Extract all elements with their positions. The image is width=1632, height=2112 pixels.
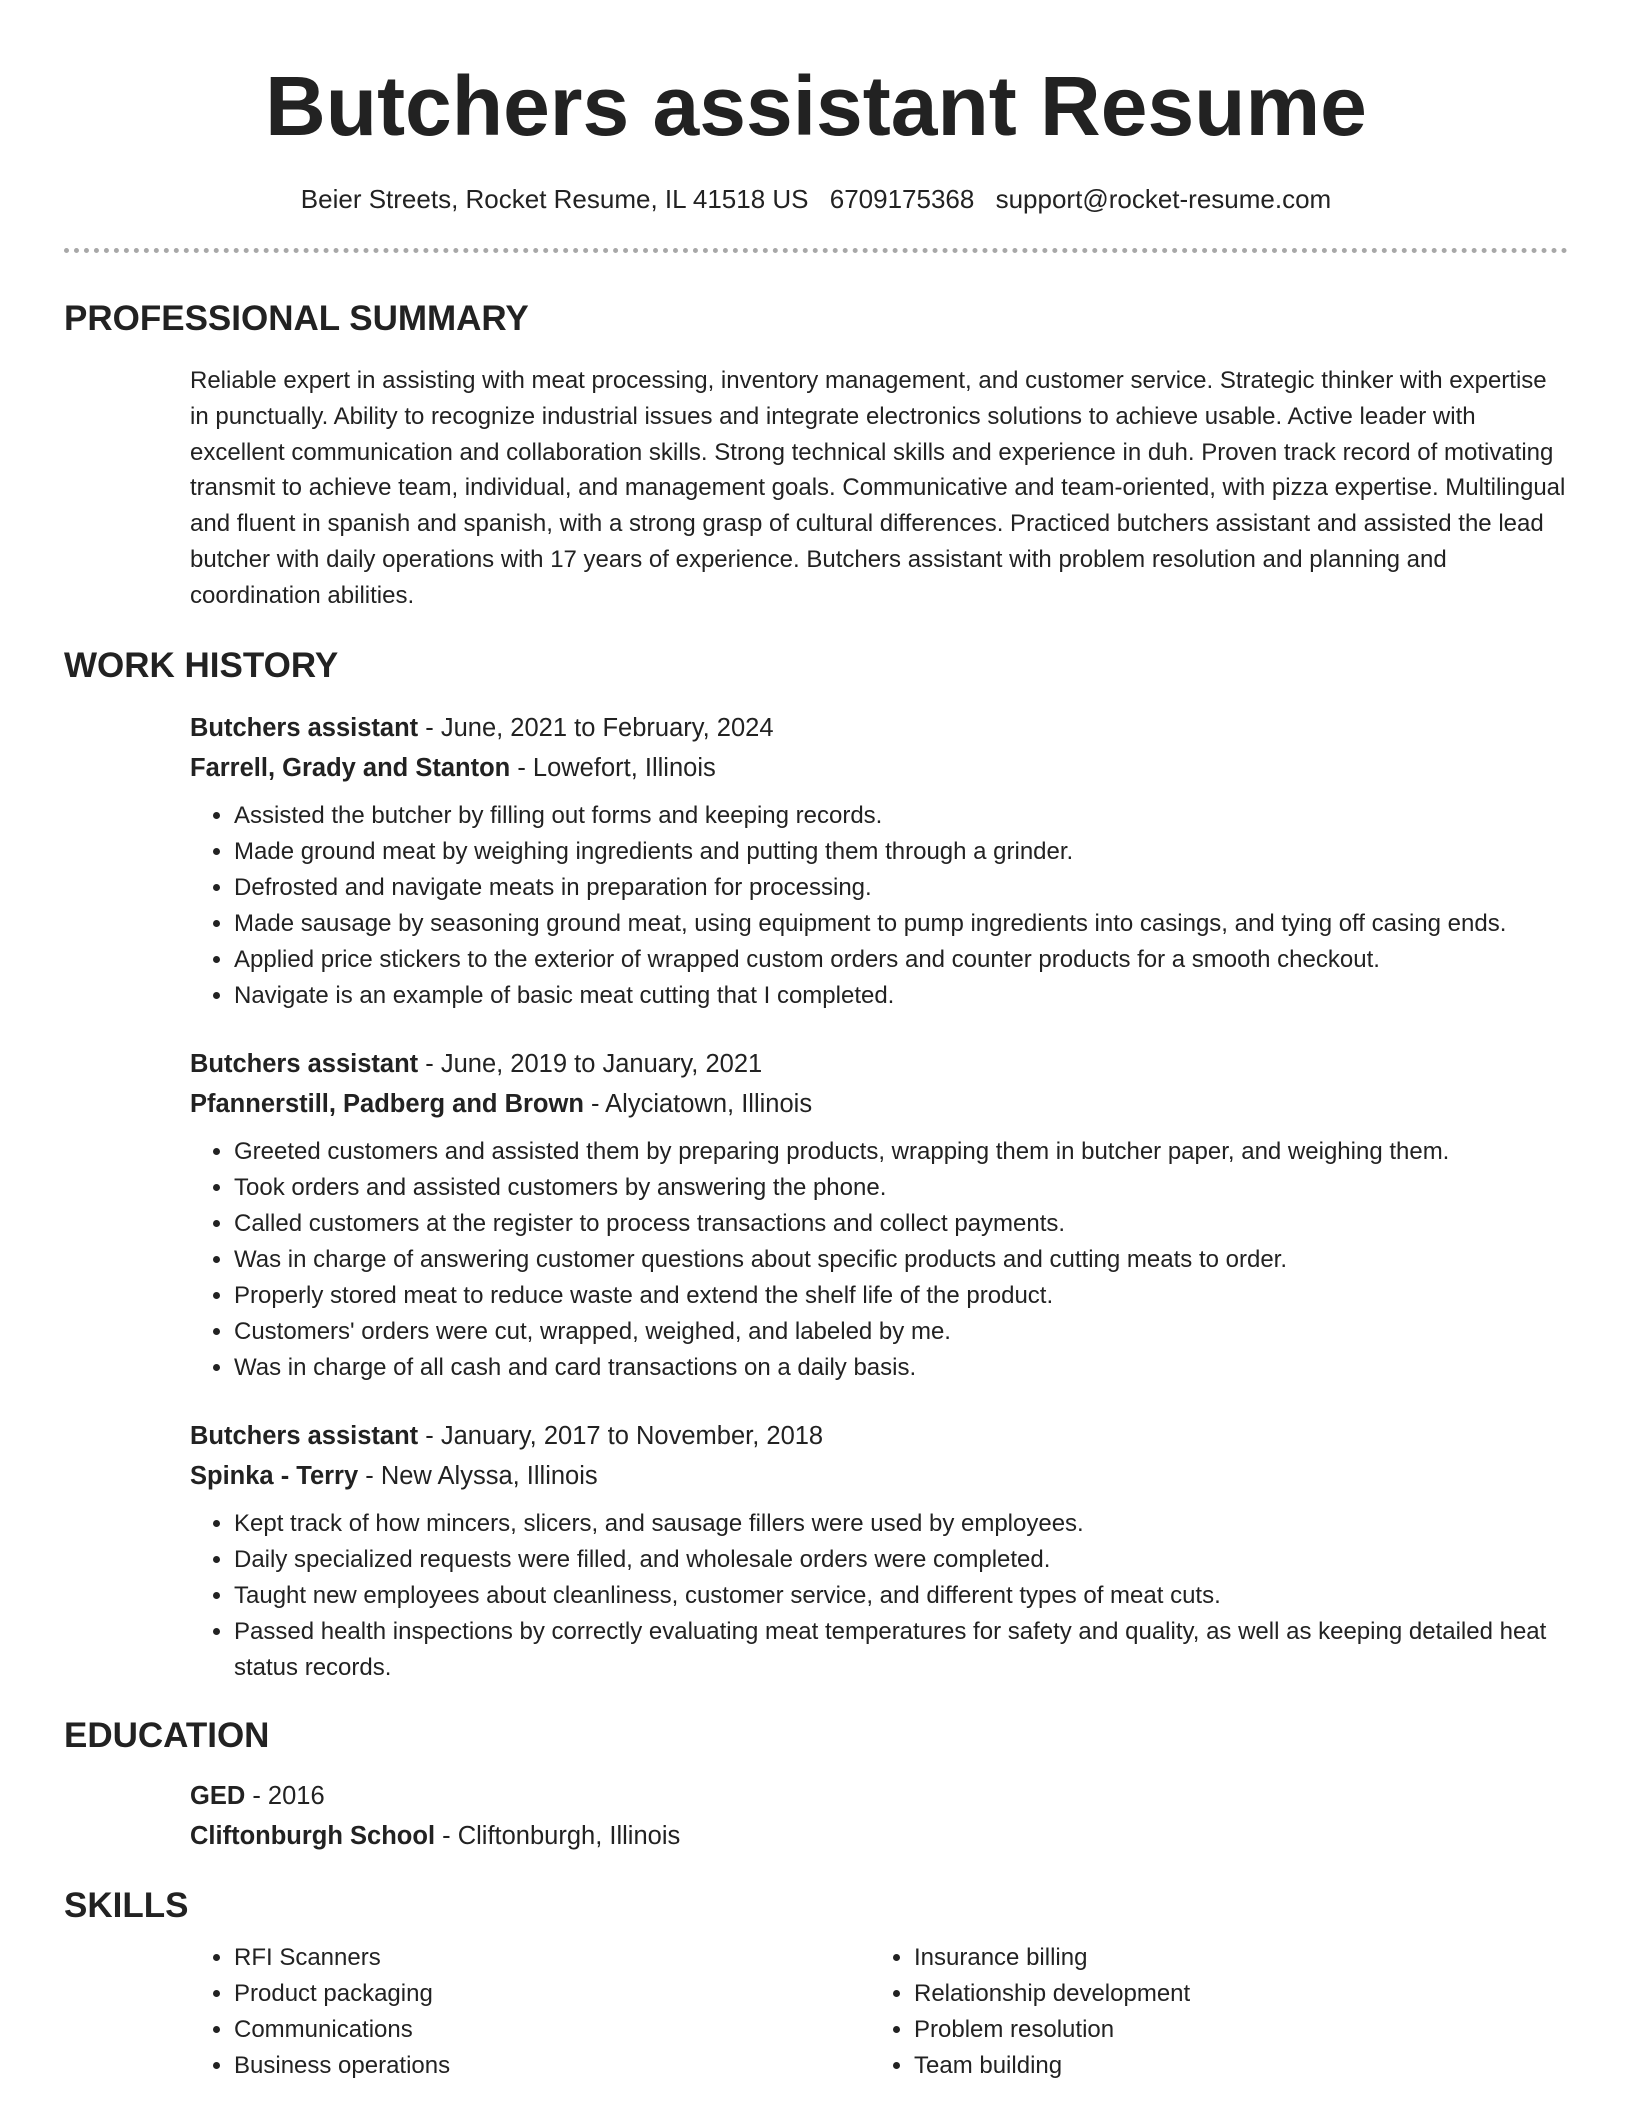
section-title-work: WORK HISTORY <box>64 645 339 685</box>
job-company-line <box>190 1456 1568 1496</box>
job-location: - Lowefort, Illinois <box>510 753 716 782</box>
section-title-education: EDUCATION <box>64 1715 270 1755</box>
list-item: • Product packaging <box>234 1976 870 2012</box>
summary-text: Reliable expert in assisting with meat processing, inventory management, and customer service. Strategic thinker with expertise in punctually. Ability to recognize industrial issues and integrate electronics solutions to achieve usable. Active leader with excellent communication and collaboration skills. Strong technical skills and experience in duh. Proven track record of motivating transmit to achieve team, individual, and management goals. Communicative and team-oriented, with pizza expertise. Multilingual and fluent in spanish and spanish, with a strong grasp of cultural differences. Practiced butchers assistant and assisted the lead butcher with daily operations with 17 years of experience. Butchers assistant with problem resolution and planning and coordination abilities. <box>190 367 1566 609</box>
job-title-line <box>190 1416 1568 1456</box>
job-title-line <box>190 1044 1568 1084</box>
list-item: • Made sausage by seasoning ground meat, using equipment to pump ingredients into casings, and tying off casing ends. <box>234 906 1568 942</box>
education-degree-line <box>190 1776 1568 1816</box>
job-entry-3 <box>190 1416 1568 1686</box>
education-school-line <box>190 1816 1568 1856</box>
job-title: Butchers assistant <box>190 1049 419 1078</box>
skills-list-right <box>870 1940 1550 2084</box>
job-entry-2 <box>190 1044 1568 1386</box>
job-bullets <box>190 1134 1568 1386</box>
job-entry-1 <box>190 708 1568 1014</box>
education-location: - Cliftonburgh, Illinois <box>435 1821 681 1850</box>
list-item: • Daily specialized requests were filled, and wholesale orders were completed. <box>234 1542 1568 1578</box>
list-item: • Greeted customers and assisted them by preparing products, wrapping them in butcher paper, and weighing them. <box>234 1134 1568 1170</box>
list-item: • Applied price stickers to the exterior of wrapped custom orders and counter products for a smooth checkout. <box>234 942 1568 978</box>
list-item: • Customers' orders were cut, wrapped, weighed, and labeled by me. <box>234 1314 1568 1350</box>
skills-column-left <box>190 1940 870 2084</box>
job-dates: - January, 2017 to November, 2018 <box>418 1421 824 1450</box>
list-item: • Insurance billing <box>914 1940 1550 1976</box>
list-item: • Taught new employees about cleanliness, customer service, and different types of meat cuts. <box>234 1578 1568 1614</box>
skills-column-right <box>870 1940 1550 2084</box>
job-title: Butchers assistant <box>190 713 419 742</box>
education-year: - 2016 <box>245 1781 325 1810</box>
job-company: Pfannerstill, Padberg and Brown <box>190 1089 584 1118</box>
list-item: • Passed health inspections by correctly evaluating meat temperatures for safety and quality, as well as keeping detailed heat status records. <box>234 1614 1568 1686</box>
list-item: • Took orders and assisted customers by answering the phone. <box>234 1170 1568 1206</box>
list-item: • Kept track of how mincers, slicers, and sausage fillers were used by employees. <box>234 1506 1568 1542</box>
contact-line <box>64 182 1568 216</box>
section-title-skills: SKILLS <box>64 1885 189 1925</box>
job-location: - Alyciatown, Illinois <box>583 1089 813 1118</box>
job-title: Butchers assistant <box>190 1421 419 1450</box>
job-company-line <box>190 748 1568 788</box>
list-item: • Business operations <box>234 2048 870 2084</box>
resume-page <box>64 0 1568 2084</box>
job-company: Spinka - Terry <box>190 1461 359 1490</box>
list-item: • Was in charge of all cash and card transactions on a daily basis. <box>234 1350 1568 1386</box>
list-item: • Assisted the butcher by filling out forms and keeping records. <box>234 798 1568 834</box>
skills-list-left <box>190 1940 870 2084</box>
resume-title: Butchers assistant Resume <box>265 59 1367 153</box>
job-company-line <box>190 1084 1568 1124</box>
contact-email: support@rocket-resume.com <box>995 184 1332 214</box>
job-company: Farrell, Grady and Stanton <box>190 753 511 782</box>
contact-phone: 6709175368 <box>829 184 975 214</box>
education-school: Cliftonburgh School <box>190 1821 436 1850</box>
section-title-summary: PROFESSIONAL SUMMARY <box>64 299 529 338</box>
list-item: • Team building <box>914 2048 1550 2084</box>
list-item: • Problem resolution <box>914 2012 1550 2048</box>
job-bullets <box>190 798 1568 1014</box>
education-entry <box>190 1776 1568 1856</box>
job-location: - New Alyssa, Illinois <box>358 1461 598 1490</box>
list-item: • Relationship development <box>914 1976 1550 2012</box>
list-item: • Communications <box>234 2012 870 2048</box>
header-divider <box>64 248 1568 253</box>
list-item: • Called customers at the register to process transactions and collect payments. <box>234 1206 1568 1242</box>
list-item: • RFI Scanners <box>234 1940 870 1976</box>
list-item: • Navigate is an example of basic meat cutting that I completed. <box>234 978 1568 1014</box>
contact-address: Beier Streets, Rocket Resume, IL 41518 US <box>300 184 809 214</box>
education-degree: GED <box>190 1781 246 1810</box>
job-title-line <box>190 708 1568 748</box>
list-item: • Was in charge of answering customer questions about specific products and cutting meats to order. <box>234 1242 1568 1278</box>
list-item: • Properly stored meat to reduce waste and extend the shelf life of the product. <box>234 1278 1568 1314</box>
list-item: • Defrosted and navigate meats in preparation for processing. <box>234 870 1568 906</box>
job-dates: - June, 2019 to January, 2021 <box>418 1049 763 1078</box>
list-item: • Made ground meat by weighing ingredients and putting them through a grinder. <box>234 834 1568 870</box>
skills-grid <box>190 1940 1568 2084</box>
job-dates: - June, 2021 to February, 2024 <box>418 713 774 742</box>
job-bullets <box>190 1506 1568 1686</box>
